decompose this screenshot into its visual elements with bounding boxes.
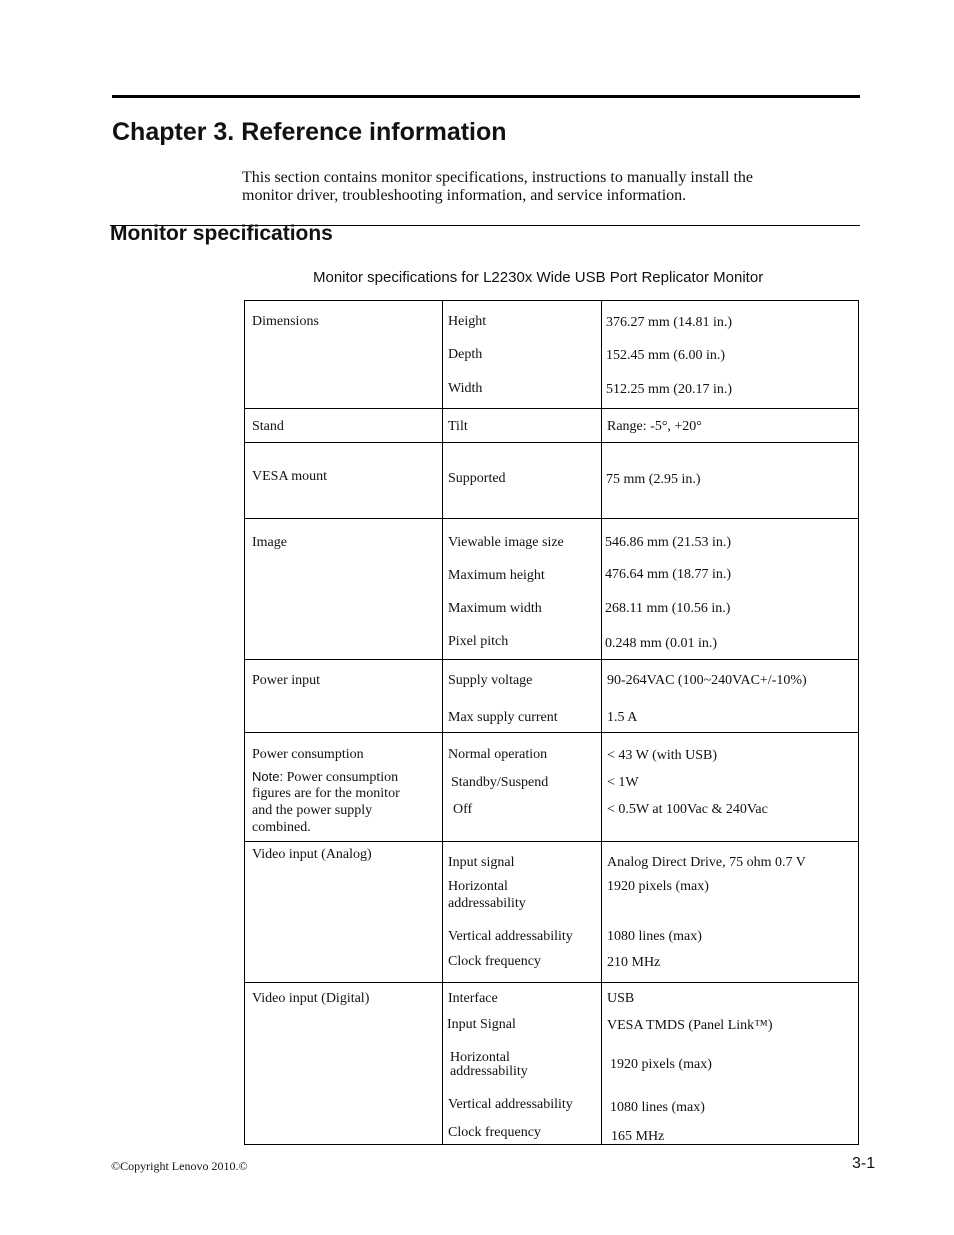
spec-name: Height: [448, 314, 487, 329]
column-divider: [601, 301, 602, 1144]
category-image: Image: [252, 535, 287, 550]
spec-name: Supply voltage: [448, 673, 533, 688]
spec-value: 1920 pixels (max): [610, 1057, 712, 1072]
power-consumption-note: [252, 768, 398, 786]
spec-value: 1.5 A: [607, 710, 638, 725]
category-power-consumption: Power consumption: [252, 747, 364, 762]
spec-value: 546.86 mm (21.53 in.): [605, 535, 731, 550]
spec-name: Pixel pitch: [448, 634, 509, 649]
category-dimensions: Dimensions: [252, 314, 319, 329]
spec-value: 0.248 mm (0.01 in.): [605, 636, 717, 651]
spec-value: < 43 W (with USB): [607, 748, 718, 763]
spec-name: Clock frequency: [448, 1125, 541, 1140]
page-number: 3-1: [852, 1155, 876, 1172]
spec-value: 152.45 mm (6.00 in.): [606, 348, 725, 363]
category-vesa-mount: VESA mount: [252, 469, 328, 484]
spec-name: Viewable image size: [448, 535, 564, 550]
spec-value: < 0.5W at 100Vac & 240Vac: [607, 802, 768, 817]
spec-name: Vertical addressability: [448, 929, 573, 944]
spec-value: 165 MHz: [611, 1129, 665, 1144]
column-divider: [442, 301, 443, 1144]
spec-value: 512.25 mm (20.17 in.): [606, 382, 732, 397]
chapter-top-rule: [112, 95, 860, 98]
note-line-2: figures are for the monitor: [252, 786, 400, 801]
spec-name-line-1: Horizontal: [448, 879, 508, 894]
spec-value: Range: -5°, +20°: [607, 419, 702, 434]
row-divider: [245, 732, 858, 733]
spec-value: USB: [607, 991, 635, 1006]
section-title: Monitor specifications: [110, 222, 333, 245]
chapter-intro: [242, 169, 822, 205]
spec-name: Interface: [448, 991, 498, 1006]
spec-name: Vertical addressability: [448, 1097, 573, 1112]
spec-name: Maximum width: [448, 601, 542, 616]
spec-value: 376.27 mm (14.81 in.): [606, 315, 732, 330]
spec-name: Maximum height: [448, 568, 545, 583]
spec-name: Input signal: [448, 855, 515, 870]
copyright-notice: ©Copyright Lenovo 2010.©: [111, 1159, 248, 1173]
note-line-4: combined.: [252, 820, 311, 835]
note-line-3: and the power supply: [252, 803, 373, 818]
category-video-input-digital: Video input (Digital): [252, 991, 370, 1006]
spec-value: 268.11 mm (10.56 in.): [605, 601, 731, 616]
spec-value: 90-264VAC (100~240VAC+/-10%): [607, 673, 807, 688]
spec-name-line-1: Horizontal: [450, 1050, 510, 1065]
spec-value: 476.64 mm (18.77 in.): [605, 567, 731, 582]
row-divider: [245, 841, 858, 842]
spec-name: Input Signal: [447, 1017, 516, 1032]
note-label: Note:: [252, 769, 284, 784]
row-divider: [245, 518, 858, 519]
spec-value: 75 mm (2.95 in.): [606, 472, 701, 487]
spec-value: Analog Direct Drive, 75 ohm 0.7 V: [607, 855, 806, 870]
spec-name-line-2: addressability: [448, 896, 526, 911]
spec-name: Normal operation: [448, 747, 548, 762]
category-stand: Stand: [252, 419, 284, 434]
row-divider: [245, 408, 858, 409]
spec-name: Off: [453, 802, 473, 817]
spec-value: 1080 lines (max): [607, 929, 702, 944]
spec-name-line-2: addressability: [450, 1064, 528, 1079]
spec-value: VESA TMDS (Panel Link™): [607, 1018, 773, 1033]
spec-value: 210 MHz: [607, 955, 661, 970]
spec-name: Max supply current: [448, 710, 558, 725]
row-divider: [245, 982, 858, 983]
category-power-input: Power input: [252, 673, 321, 688]
spec-name: Standby/Suspend: [451, 775, 549, 790]
intro-line-1: This section contains monitor specifications, instructions to manually install the: [242, 169, 754, 186]
spec-name: Depth: [448, 347, 483, 362]
intro-line-2: monitor driver, troubleshooting information, and service information.: [242, 187, 687, 204]
spec-value: 1920 pixels (max): [607, 879, 709, 894]
spec-name: Width: [448, 381, 483, 396]
row-divider: [245, 659, 858, 660]
spec-name: Tilt: [448, 419, 468, 434]
chapter-title: Chapter 3. Reference information: [112, 118, 507, 146]
spec-value: 1080 lines (max): [610, 1100, 705, 1115]
note-line-1: Power consumption: [286, 770, 399, 785]
table-caption: Monitor specifications for L2230x Wide USB Port Replicator Monitor: [313, 269, 764, 286]
spec-name: Supported: [448, 471, 506, 486]
spec-name: Clock frequency: [448, 954, 541, 969]
spec-value: < 1W: [607, 775, 639, 790]
category-video-input-analog: Video input (Analog): [252, 847, 372, 862]
row-divider: [245, 442, 858, 443]
spec-table: [244, 300, 859, 1145]
